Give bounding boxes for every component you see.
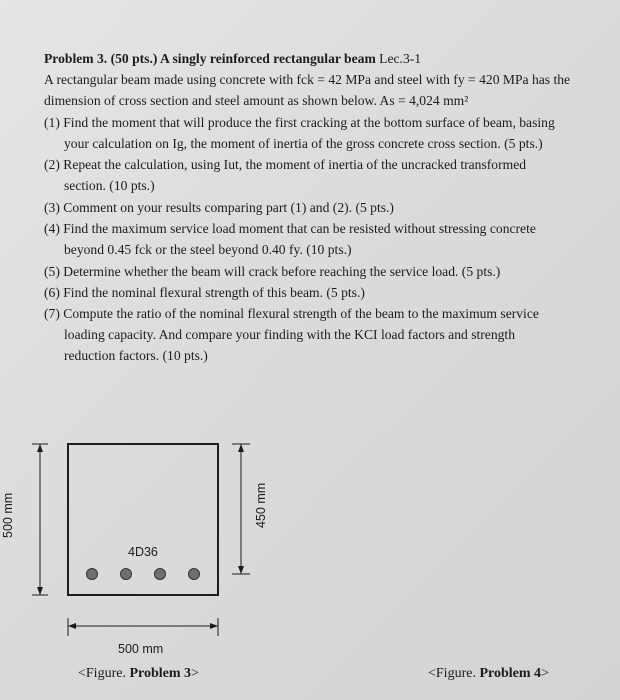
width-dim-arrow-left — [68, 623, 76, 629]
rebar-2 — [121, 569, 132, 580]
height-dimension-label: 500 mm — [1, 492, 15, 538]
item-6-line-1: (6) Find the nominal flexural strength of this beam. (5 pts.) — [44, 285, 365, 300]
item-3-line-1: (3) Comment on your results comparing part (1) and (2). (5 pts.) — [44, 200, 394, 215]
item-1-line-2: your calculation on Ig, the moment of inertia of the gross concrete cross section. (5 pts.) — [64, 136, 543, 151]
item-7-line-3: reduction factors. (10 pts.) — [64, 348, 208, 363]
rebar-4 — [189, 569, 200, 580]
item-1-line-1: (1) Find the moment that will produce the first cracking at the bottom surface of beam, basing — [44, 115, 555, 130]
item-4-line-2: beyond 0.45 fck or the steel beyond 0.40 fy. (10 pts.) — [64, 242, 352, 257]
figure-4-caption — [428, 666, 549, 682]
depth-dim-arrow-top — [238, 444, 244, 452]
depth-dim-arrow-bottom — [238, 566, 244, 574]
figure-3-caption-suffix: > — [191, 666, 199, 681]
item-4-line-1: (4) Find the maximum service load moment that can be resisted without stressing concrete — [44, 221, 536, 236]
problem-title — [44, 48, 421, 69]
figure-4-caption-title: Problem 4 — [479, 666, 542, 681]
item-2-line-2: section. (10 pts.) — [64, 178, 155, 193]
figure-4-caption-prefix: <Figure. — [428, 666, 480, 681]
item-2-line-1: (2) Repeat the calculation, using Iut, the moment of inertia of the uncracked transformed — [44, 157, 527, 172]
item-7-line-1: (7) Compute the ratio of the nominal flexural strength of the beam to the maximum service — [44, 306, 539, 321]
figure-3-caption-title: Problem 3 — [129, 666, 192, 681]
figure-3-caption-prefix: <Figure. — [78, 666, 130, 681]
rebar-3 — [155, 569, 166, 580]
beam-cross-section-figure — [0, 420, 620, 700]
problem-title-bold: Problem 3. (50 pts.) A singly reinforced rectangular beam — [44, 51, 376, 66]
item-5-line-1: (5) Determine whether the beam will crack before reaching the service load. (5 pts.) — [44, 264, 501, 279]
figure-4-caption-suffix: > — [541, 666, 549, 681]
intro-line-1: A rectangular beam made using concrete with fck = 42 MPa and steel with fy = 420 MPa has the — [44, 72, 571, 87]
lecture-ref: Lec.3-1 — [375, 51, 422, 66]
item-7-line-2: loading capacity. And compare your finding with the KCI load factors and strength — [64, 327, 515, 342]
rebar-1 — [87, 569, 98, 580]
rebar-label: 4D36 — [128, 545, 158, 559]
width-dimension-label: 500 mm — [118, 642, 164, 656]
intro-line-2: dimension of cross section and steel amount as shown below. As = 4,024 mm² — [44, 93, 469, 108]
width-dim-arrow-right — [210, 623, 218, 629]
depth-dimension-label: 450 mm — [254, 482, 268, 528]
height-dim-arrow-top — [37, 444, 43, 452]
figure-3-caption — [78, 666, 199, 682]
height-dim-arrow-bottom — [37, 587, 43, 595]
